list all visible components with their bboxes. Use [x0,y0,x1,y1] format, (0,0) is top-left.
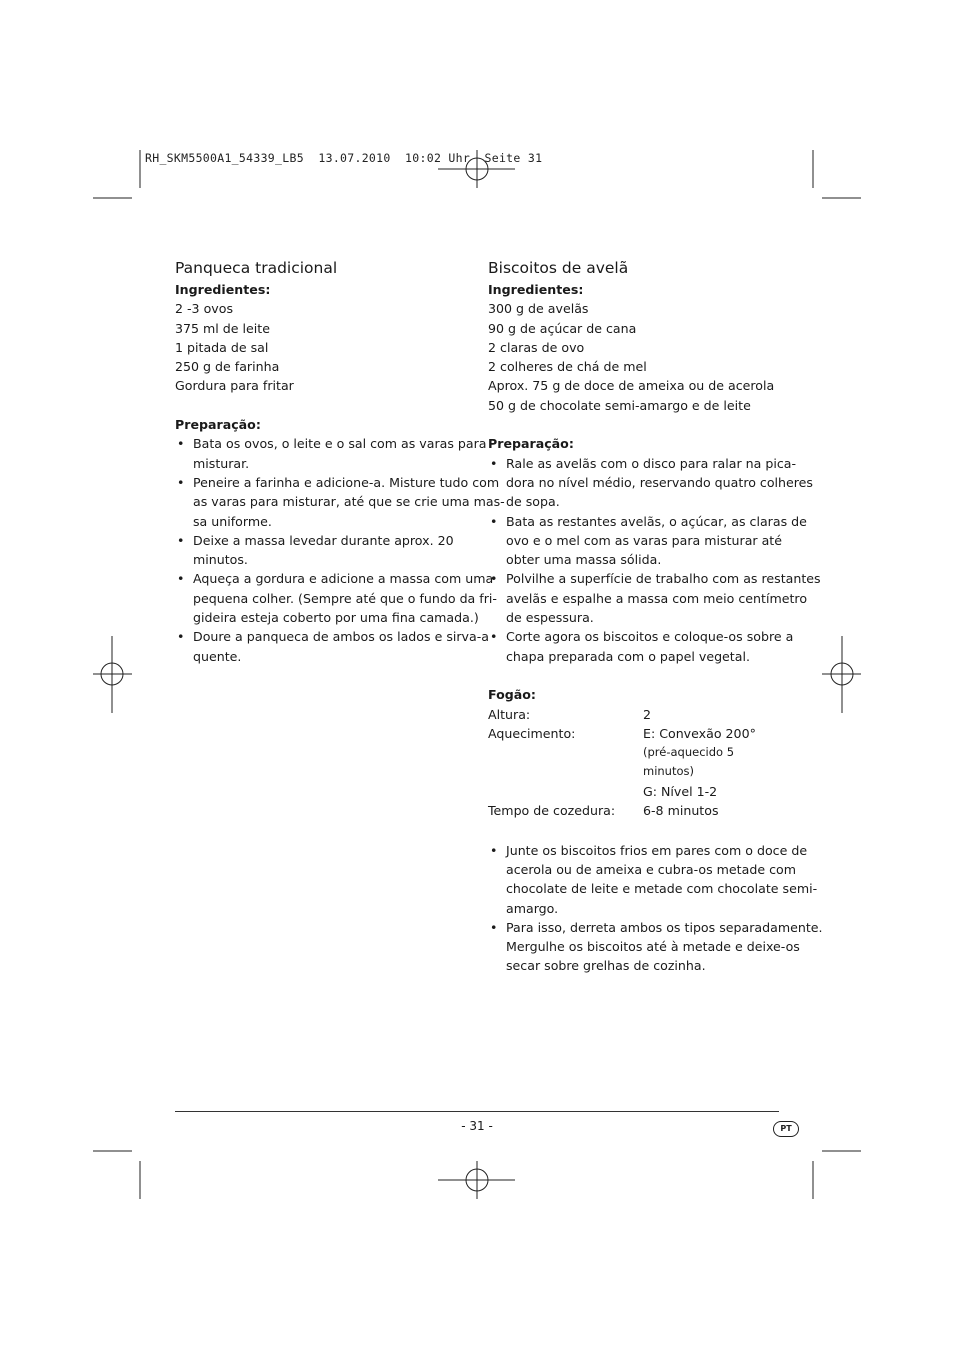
ingredient-item: 50 g de chocolate semi-amargo e de leite [488,397,751,413]
ingredients-heading: Ingredientes: [175,282,271,297]
recipe-panqueca [175,256,505,666]
finishing-steps [488,841,823,976]
oven-row-preheat: (pré-aquecido 5 minutos) [643,745,735,779]
step-item: • Peneire a farinha e adicione-a. Misture tudo com as varas para misturar, até que se crie uma mas- sa uniforme. [175,473,470,531]
step-item: • Para isso, derreta ambos os tipos separadamente. Mergulhe os biscoitos até à metade e deixe-os secar sobre grelhas de cozinha. [488,918,788,976]
ingredient-item: 2 -3 ovos [175,301,234,317]
step-item: • Bata os ovos, o leite e o sal com as varas para misturar. [175,434,470,473]
preparation-heading: Preparação: [175,417,261,433]
recipe-title: Panqueca tradicional [175,259,338,277]
footer-rule [175,1111,779,1112]
ingredient-item: 250 g de farinha [175,359,280,375]
step-item: • Deixe a massa levedar durante aprox. 20 minutos. [175,531,470,570]
oven-row-time: Tempo de cozedura: 6-8 minutos [488,803,719,819]
step-item: • Doure a panqueca de ambos os lados e sirva-a quente. [175,627,470,666]
oven-settings [488,705,788,821]
oven-row-height: Altura: 2 [488,706,652,722]
ingredient-item: 90 g de açúcar de cana [488,320,637,336]
ingredients-list [488,299,788,415]
preparation-steps [488,454,821,666]
recipe-title: Biscoitos de avelã [488,259,629,277]
ingredient-item: 300 g de avelãs [488,301,589,317]
print-slug: RH_SKM5500A1_54339_LB5 13.07.2010 10:02 Uhr Seite 31 [145,151,543,165]
step-item: • Aqueça a gordura e adicione a massa com uma pequena colher. (Sempre até que o fundo da fri- gideira esteja coberto por uma fina camada.) [175,569,470,627]
oven-heading: Fogão: [488,687,536,703]
language-badge: PT [773,1121,799,1137]
oven-row-heating: Aquecimento: E: Convexão 200° [488,725,756,741]
oven-row-gas: G: Nível 1-2 [643,783,718,799]
step-item: • Junte os biscoitos frios em pares com o doce de acerola ou de ameixa e cubra-os metade com chocolate de leite e metade com chocolate semi- amargo. [488,841,788,918]
ingredient-item: 1 pitada de sal [175,339,269,355]
step-item: • Rale as avelãs com o disco para ralar na pica- dora no nível médio, reservando quatro colheres de sopa. [488,454,788,512]
step-item: • Corte agora os biscoitos e coloque-os sobre a chapa preparada com o papel vegetal. [488,627,788,666]
preparation-steps [175,434,505,666]
preparation-heading: Preparação: [488,436,574,452]
ingredient-item: Gordura para fritar [175,378,294,394]
ingredient-item: 2 claras de ovo [488,339,585,355]
ingredient-item: Aprox. 75 g de doce de ameixa ou de acerola [488,378,775,394]
ingredients-list [175,299,470,395]
page-number: - 31 - [461,1119,493,1133]
step-item: • Bata as restantes avelãs, o açúcar, as claras de ovo e o mel com as varas para misturar até obter uma massa sólida. [488,512,788,570]
ingredients-heading: Ingredientes: [488,282,584,297]
step-item: • Polvilhe a superfície de trabalho com as restantes avelãs e espalhe a massa com meio centímetro de espessura. [488,569,788,627]
ingredient-item: 375 ml de leite [175,320,270,336]
recipe-biscoitos [488,256,823,976]
ingredient-item: 2 colheres de chá de mel [488,359,647,375]
